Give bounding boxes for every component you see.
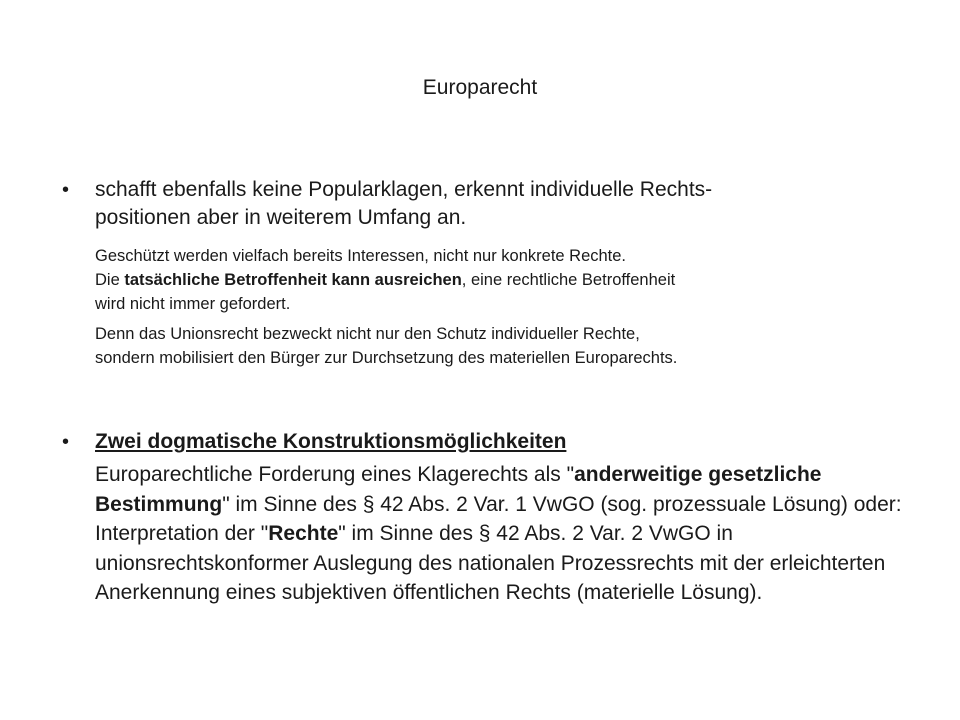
bullet-dot-icon: • [62, 179, 70, 201]
bullet-1 [62, 176, 922, 370]
sub1-line-2-post: , eine rechtliche Betroffenheit [461, 271, 676, 289]
bullet-2-p3: " im Sinne des § 42 Abs. 2 Var. 2 VwGO in unionsrechtskonformer Auslegung des nationalen Prozessrechts mit der erleichterten Anerkennung eines subjektiven öffentlichen Rechts (materielle Lösung). [95, 522, 886, 604]
bullet-dot-icon: • [62, 431, 70, 453]
bullet-2 [62, 428, 922, 608]
bullet-2-row [62, 428, 922, 456]
bullet-2-p2-bold: Rechte [268, 522, 339, 545]
bullet-2-heading: Zwei dogmatische Konstruktionsmöglichkeiten [95, 430, 567, 453]
sub2-line-2: sondern mobilisiert den Bürger zur Durchsetzung des materiellen Europarechts. [95, 349, 678, 367]
bullet-1-line-a: schafft ebenfalls keine Popularklagen, erkennt individuelle Rechts- [95, 178, 713, 201]
bullet-2-p2: " im Sinne des § 42 Abs. 2 Var. 1 VwGO (sog. prozessuale Lösung) oder: Interpretation der " [95, 492, 902, 545]
sub1-line-1: Geschützt werden vielfach bereits Interessen, nicht nur konkrete Rechte. [95, 247, 627, 265]
bullet-2-p1-bold: anderweitige gesetzliche Bestimmung [95, 463, 822, 516]
bullet-1-subtext-2 [62, 322, 922, 370]
bullet-2-p1: Europarechtliche Forderung eines Klagerechts als " [95, 463, 575, 486]
bullet-2-body [62, 460, 922, 608]
bullet-1-row [62, 176, 922, 232]
sub2-line-1: Denn das Unionsrecht bezweckt nicht nur den Schutz individueller Rechte, [95, 325, 640, 343]
sub1-line-3: wird nicht immer gefordert. [95, 295, 291, 313]
slide-title: Europarecht [422, 76, 538, 99]
sub1-line-2 [95, 268, 922, 292]
bullet-1-subtext-1 [62, 244, 922, 316]
sub1-line-2-bold: tatsächliche Betroffenheit kann ausreichen [124, 271, 462, 289]
sub1-line-2-pre: Die [95, 271, 125, 289]
bullet-1-line-b: positionen aber in weiterem Umfang an. [95, 206, 467, 229]
bullet-1-text [95, 176, 922, 232]
